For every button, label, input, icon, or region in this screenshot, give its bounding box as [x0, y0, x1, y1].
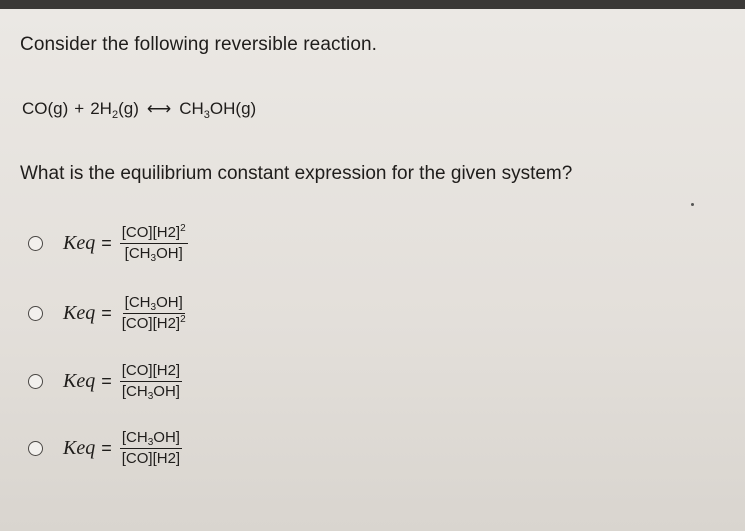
answer-option-3[interactable] — [28, 355, 288, 407]
answer-option-1[interactable] — [28, 217, 288, 269]
keq-label: Keq — [63, 436, 96, 459]
numerator: $[CH_3OH]$ — [121, 428, 180, 448]
fraction — [120, 293, 188, 334]
question-prompt: What is the equilibrium constant expression for the given system? — [20, 163, 573, 184]
reactant-co: CO(g) — [22, 99, 69, 118]
stray-mark — [691, 203, 694, 206]
reversible-arrow-icon: ⟷ — [146, 99, 172, 118]
radio-button[interactable] — [28, 374, 43, 389]
keq-label: Keq — [63, 369, 96, 392]
radio-button[interactable] — [28, 306, 43, 321]
denominator: [CO][H2] — [121, 449, 181, 467]
answer-option-4[interactable] — [28, 422, 288, 474]
numerator: $[CH_3OH]$ — [124, 293, 183, 313]
equals-sign: = — [101, 302, 112, 323]
denominator: $[CH_3OH]$ — [124, 244, 183, 264]
product-ch3oh: $CH_3OH(g)$ — [179, 99, 257, 121]
denominator: $[CH_3OH]$ — [121, 382, 180, 402]
equals-sign: = — [101, 370, 112, 391]
question-intro: Consider the following reversible reaction. — [20, 34, 378, 55]
numerator: $[CO][H2]^2$ — [120, 223, 188, 244]
top-bar — [0, 0, 745, 9]
keq-label: Keq — [63, 301, 96, 324]
equals-sign: = — [101, 437, 112, 458]
reactant-h2: $2H_2(g)$ — [90, 99, 139, 121]
keq-label: Keq — [63, 231, 96, 254]
radio-button[interactable] — [28, 236, 43, 251]
equals-sign: = — [101, 232, 112, 253]
fraction — [120, 361, 182, 402]
plus-sign: + — [74, 99, 85, 118]
fraction — [120, 428, 182, 469]
numerator: [CO][H2] — [120, 361, 182, 382]
fraction — [120, 223, 188, 264]
denominator: $[CO][H2]^2$ — [121, 313, 186, 332]
answer-option-2[interactable] — [28, 287, 288, 339]
reaction-equation — [22, 99, 256, 119]
radio-button[interactable] — [28, 441, 43, 456]
